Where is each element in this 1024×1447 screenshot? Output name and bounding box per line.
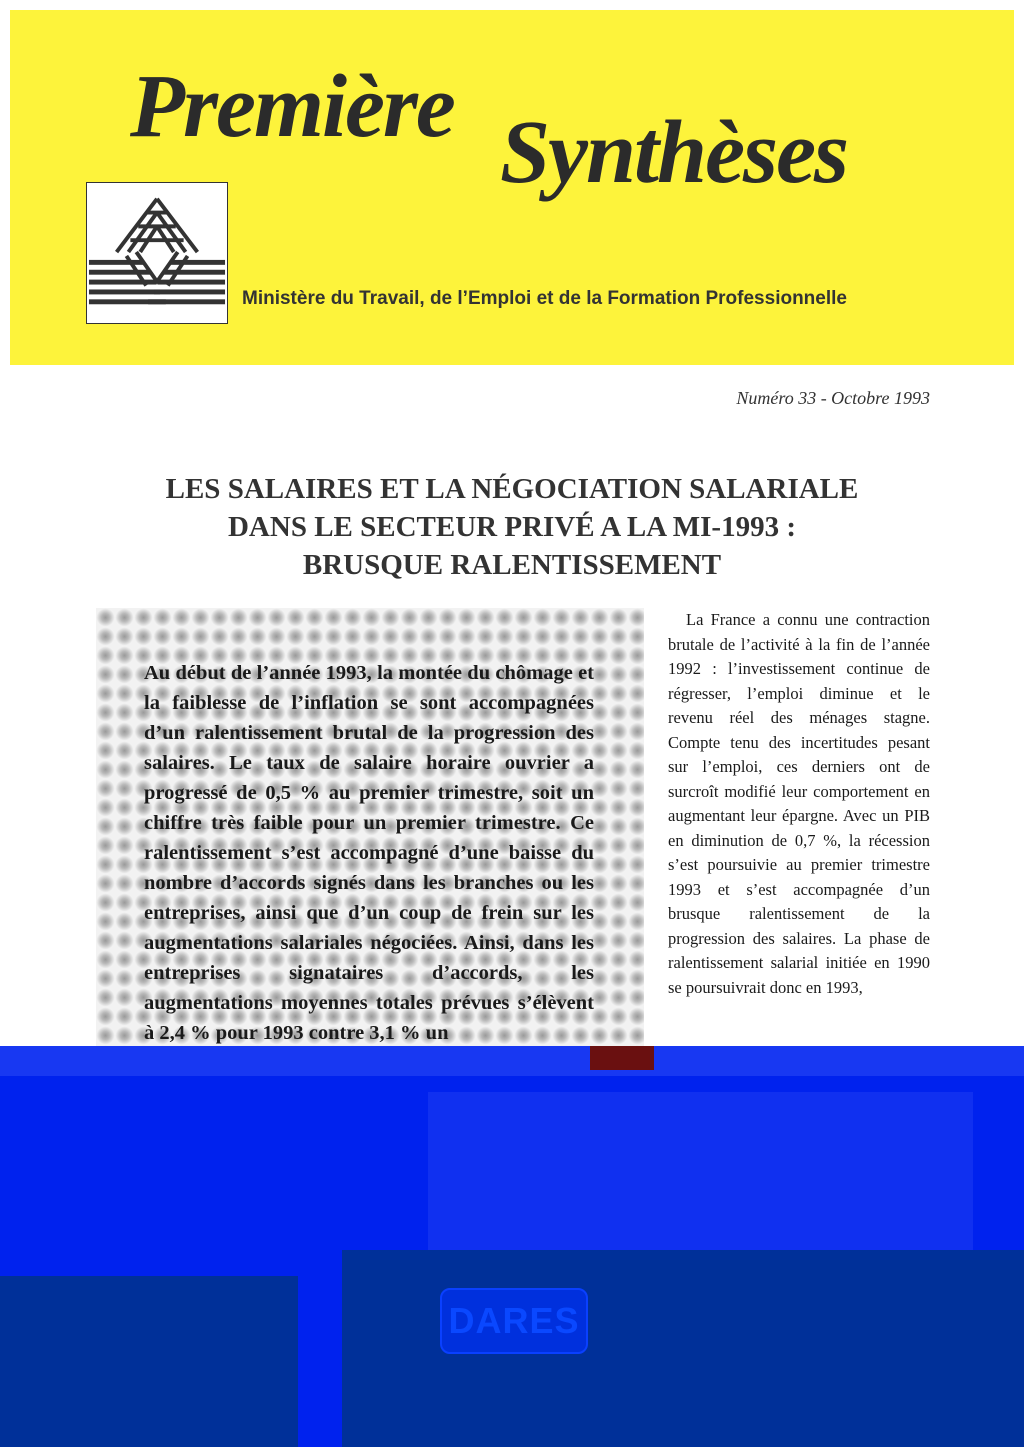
issue-number: Numéro 33 - Octobre 1993 — [736, 388, 930, 408]
footer-left-panel — [0, 1276, 298, 1447]
corruption-ghost-block — [428, 1092, 973, 1260]
abstract-text: Au début de l’année 1993, la montée du chômage et la faiblesse de l’inflation se sont accompagnées d’un ralentissement brutal de la progression des salaires. Le taux de salaire horaire ouvrier a progressé de 0,5 % au premier trimestre, soit un chiffre très faible pour un premier trimestre. Ce ralentissement s’est accompagné d’une baisse du nombre d’accords signés dans les branches ou les entreprises, ainsi que d’un coup de frein sur les augmentations salariales négociées. Ainsi, dans les entreprises signataires d’accords, les augmentations moyennes totales prévues s’élèvent à 2,4 % pour 1993 contre 3,1 % un — [144, 662, 594, 1044]
masthead-title-premiere: Première — [130, 57, 454, 156]
corruption-strip — [0, 1046, 1024, 1076]
headline-line-1: LES SALAIRES ET LA NÉGOCIATION SALARIALE — [165, 473, 859, 505]
headline-line-3: BRUSQUE RALENTISSEMENT — [302, 549, 722, 581]
body-column: La France a connu une contraction brutale de l’activité à la fin de l’année 1992 : l’investissement continue de régresser, l’emploi diminue et le revenu réel des ménages stagne. Compte tenu des incertitudes pesant sur l’emploi, ces derniers ont de surcroît modifié leur comportement en augmentant leur épargne. Avec un PIB en diminution de 0,7 %, la récession s’est poursuivie au premier trimestre 1993 et s’est accompagnée d’un brusque ralentissement de la progression des salaires. La phase de ralentissement salarial initiée en 1990 se poursuivrait donc en 1993, — [668, 610, 930, 997]
headline-line-2: DANS LE SECTEUR PRIVÉ A LA MI-1993 : — [227, 511, 796, 543]
dares-logo-text: DARES — [448, 1300, 580, 1341]
corrupted-region — [0, 1046, 1024, 1447]
article-headline — [0, 470, 1024, 584]
ministry-name: Ministère du Travail, de l’Emploi et de la Formation Professionnelle — [242, 288, 847, 309]
ministry-logo-icon — [87, 183, 227, 323]
corruption-artifact — [590, 1046, 654, 1070]
abstract-box — [96, 608, 644, 1076]
dares-badge — [440, 1288, 588, 1354]
masthead-title-syntheses: Synthèses — [500, 103, 848, 202]
ministry-logo — [86, 182, 228, 324]
